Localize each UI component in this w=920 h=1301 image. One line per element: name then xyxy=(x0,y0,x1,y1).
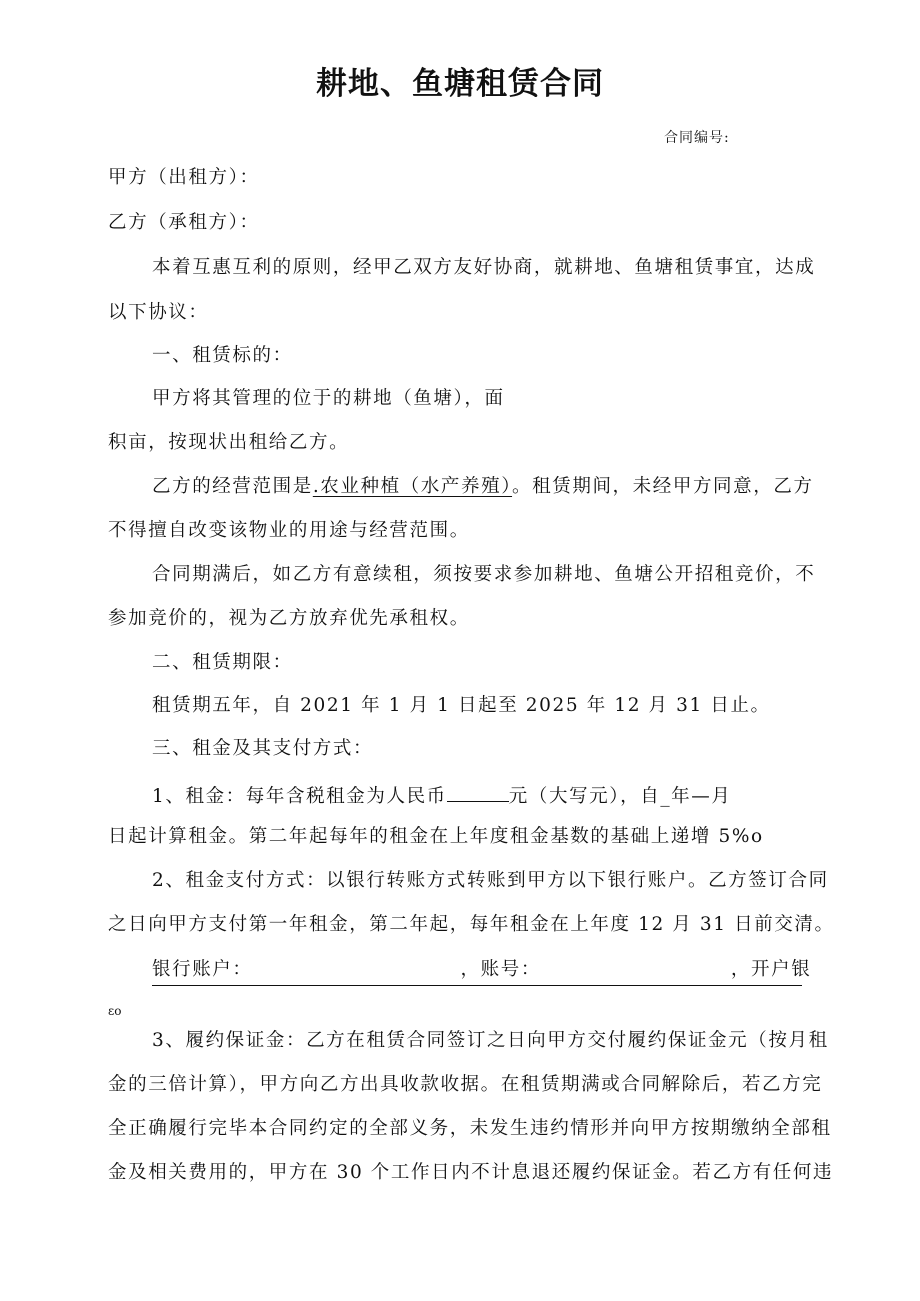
intro-paragraph-line-2: 以下协议： xyxy=(108,302,209,323)
section-2-heading: 二、租赁期限： xyxy=(152,652,293,673)
section-3-payment-line-2: 之日向甲方支付第一年租金，第二年起，每年租金在上年度 12 月 31 日前交清。 xyxy=(108,914,835,935)
rent-amount-blank xyxy=(447,779,509,802)
contract-number-label: 合同编号: xyxy=(664,130,730,146)
section-3-deposit-line-2: 金的三倍计算），甲方向乙方出具收款收据。在租赁期满或合同解除后，若乙方完 xyxy=(108,1074,823,1095)
section-1-heading: 一、租赁标的： xyxy=(152,345,293,366)
bank-line-tail: εo xyxy=(108,1004,122,1018)
party-a-line: 甲方（出租方）： xyxy=(108,167,260,188)
business-scope-suffix: 。租赁期间，未经甲方同意，乙方 xyxy=(512,476,814,497)
account-number-label: ，账号： xyxy=(460,959,541,980)
bank-account-label: 银行账户： xyxy=(152,959,253,980)
page-title: 耕地、鱼塘租赁合同 xyxy=(316,66,604,102)
section-2-term: 租赁期五年，自 2021 年 1 月 1 日起至 2025 年 12 月 31 日止。 xyxy=(152,695,771,716)
section-1-p1-line-2: 积亩，按现状出租给乙方。 xyxy=(108,432,350,453)
rent-amount-prefix: 1、租金：每年含税租金为人民币 xyxy=(152,786,447,807)
section-1-p3-line-1: 合同期满后，如乙方有意续租，须按要求参加耕地、鱼塘公开招租竞价，不 xyxy=(152,564,816,585)
section-3-rent-line-1 xyxy=(152,779,828,811)
bank-info-line xyxy=(152,956,812,986)
business-scope-value: .农业种植（水产养殖） xyxy=(312,476,513,497)
bank-name-label: ，开户银 xyxy=(730,959,812,980)
section-3-heading: 三、租金及其支付方式： xyxy=(152,738,374,759)
section-1-p1-line-1: 甲方将其管理的位于的耕地（鱼塘），面 xyxy=(152,388,505,409)
section-1-p3-line-2: 参加竞价的，视为乙方放弃优先承租权。 xyxy=(108,608,470,629)
section-1-p2-line-2: 不得擅自改变该物业的用途与经营范围。 xyxy=(108,520,470,541)
business-scope-prefix: 乙方的经营范围是 xyxy=(152,476,313,497)
section-1-p2-line-1 xyxy=(152,473,828,501)
section-3-payment-line-1: 2、租金支付方式：以银行转账方式转账到甲方以下银行账户。乙方签订合同 xyxy=(152,870,829,891)
rent-amount-suffix: 元（大写元），自_年—月 xyxy=(508,786,732,807)
section-3-rent-line-2: 日起计算租金。第二年起每年的租金在上年度租金基数的基础上递增 5%o xyxy=(108,826,764,847)
section-3-deposit-line-4: 金及相关费用的，甲方在 30 个工作日内不计息退还履约保证金。若乙方有任何违 xyxy=(108,1162,834,1183)
section-3-deposit-line-1: 3、履约保证金：乙方在租赁合同签订之日向甲方交付履约保证金元（按月租 xyxy=(152,1030,829,1051)
intro-paragraph-line-1: 本着互惠互利的原则，经甲乙双方友好协商，就耕地、鱼塘租赁事宜，达成 xyxy=(152,257,816,278)
section-3-deposit-line-3: 全正确履行完毕本合同约定的全部义务，未发生违约情形并向甲方按期缴纳全部租 xyxy=(108,1118,832,1139)
party-b-line: 乙方（承租方）： xyxy=(108,212,260,233)
